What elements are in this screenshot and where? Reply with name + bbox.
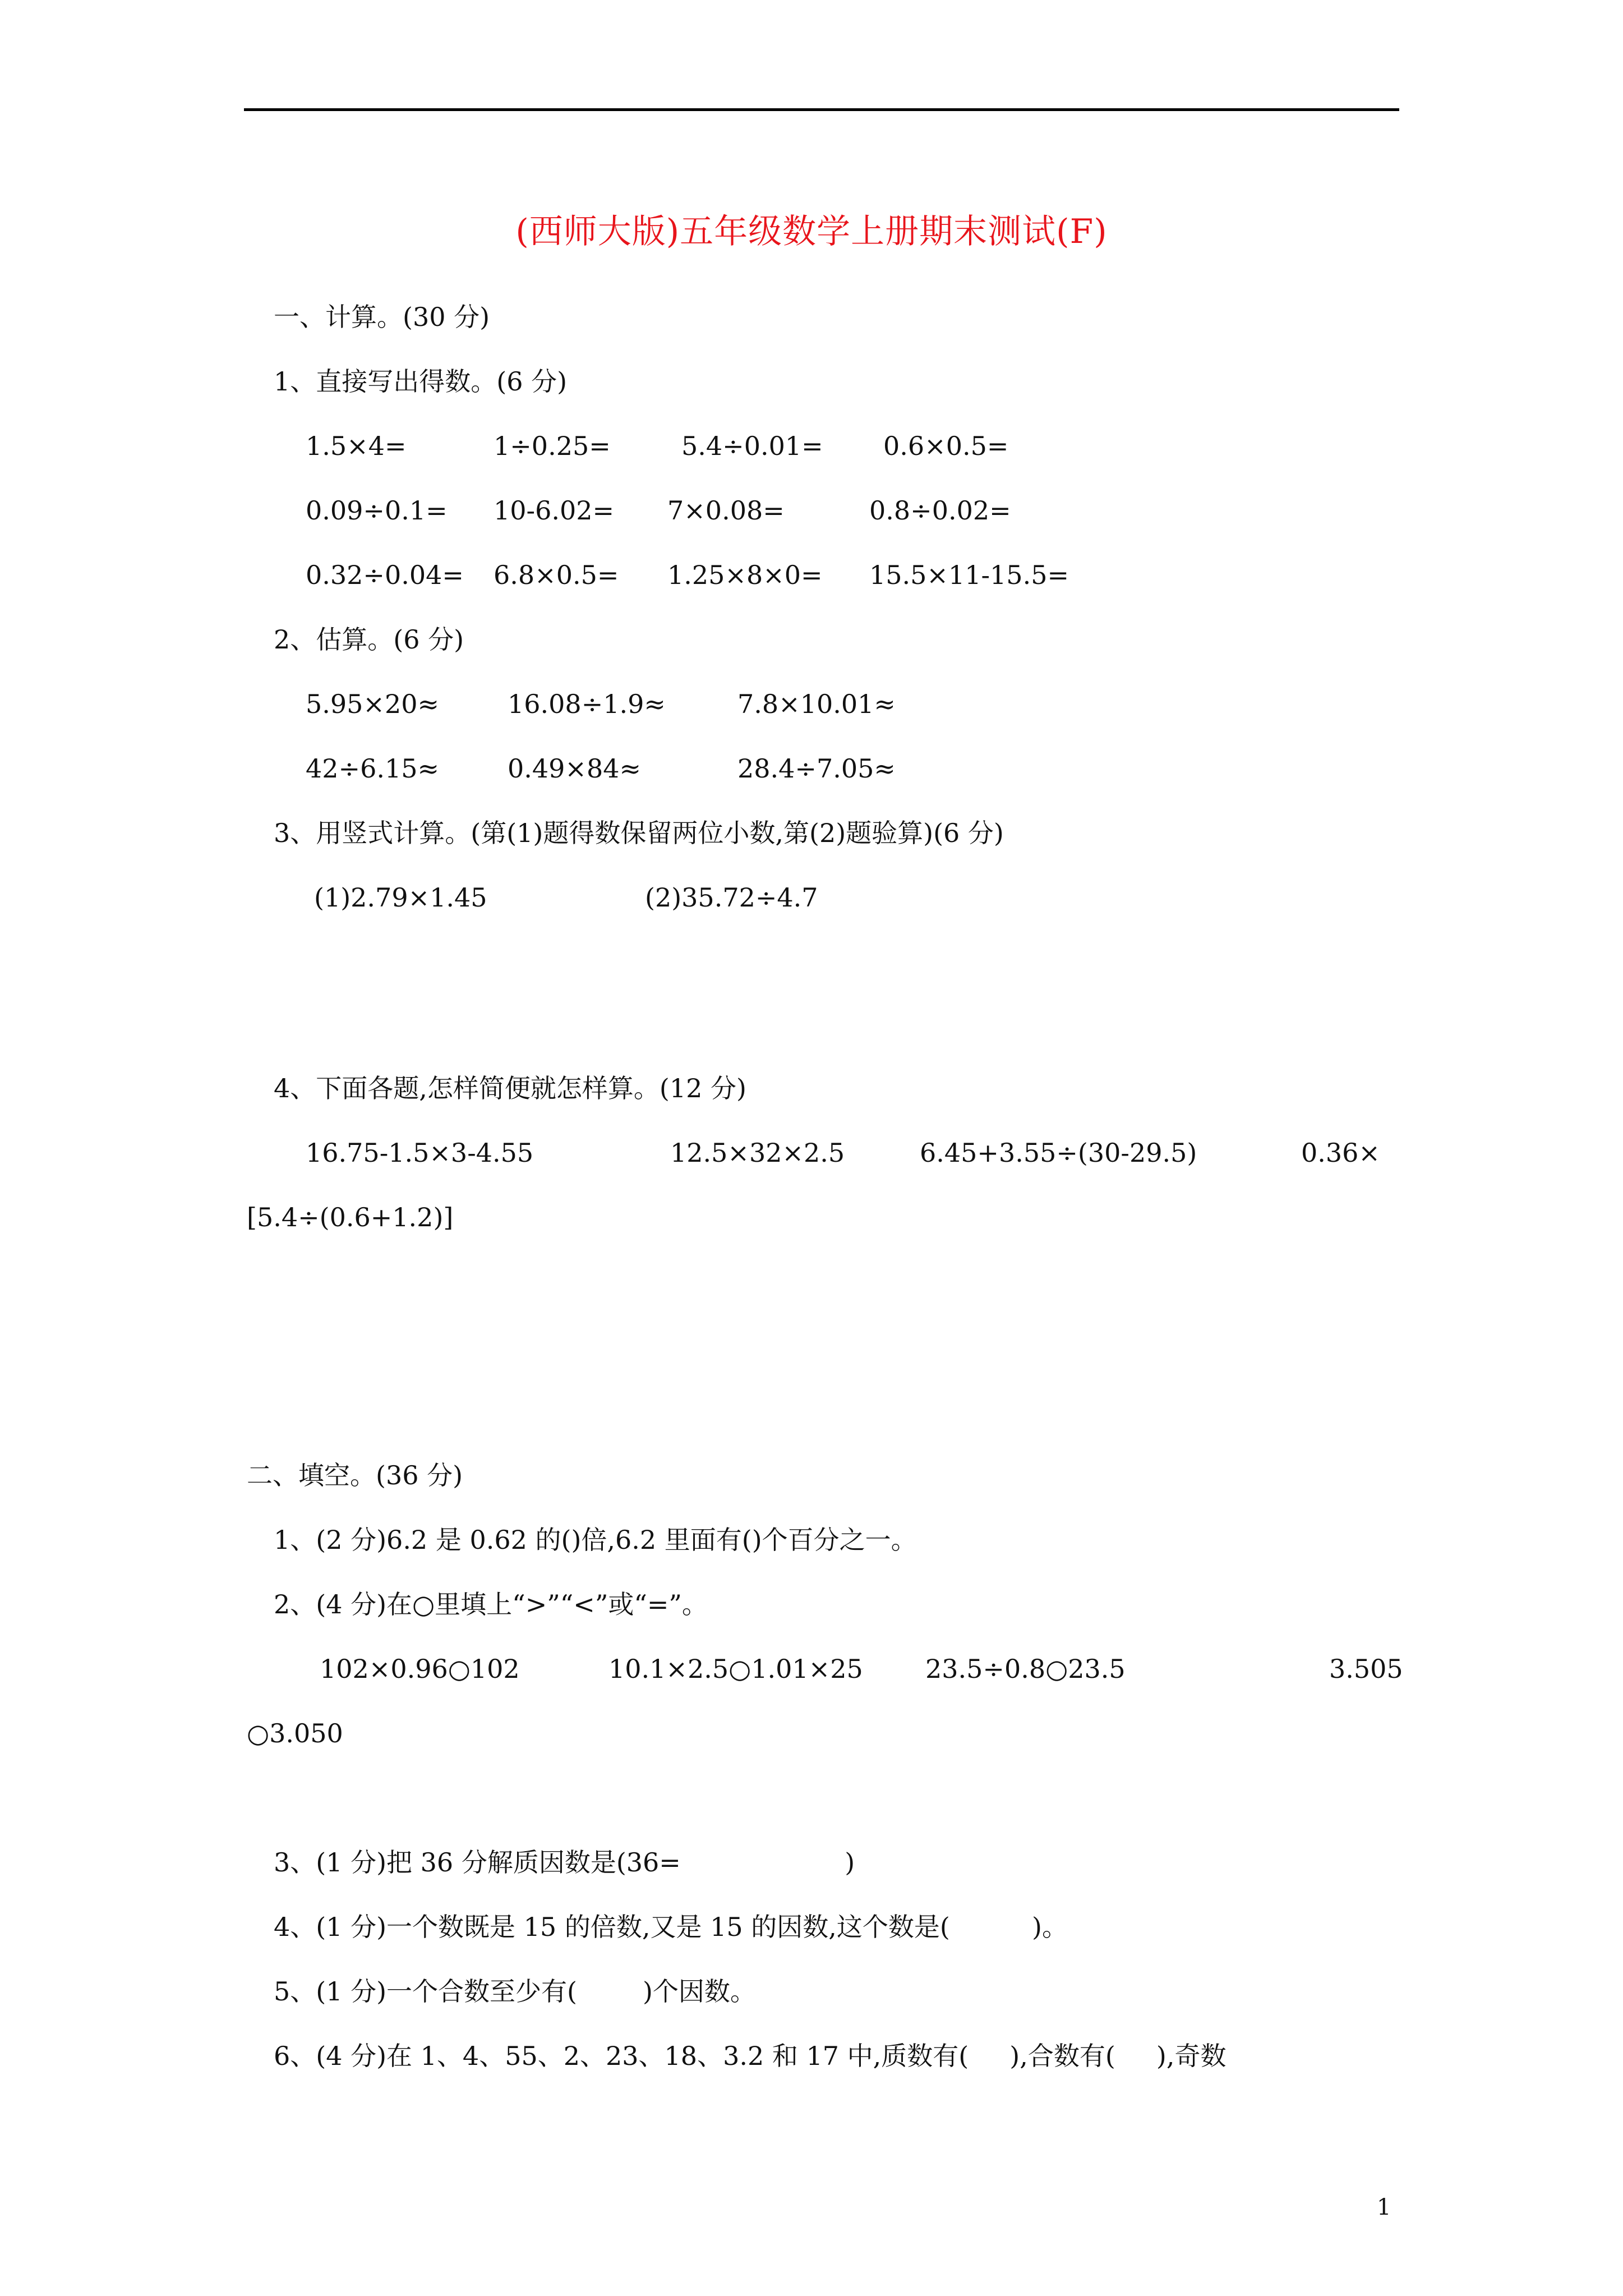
q2-item: 28.4÷7.05≈: [737, 753, 896, 784]
fill-q4: 4、(1 分)一个数既是 15 的倍数,又是 15 的因数,这个数是( )。: [274, 1912, 1068, 1942]
fill-q2-item: 10.1×2.5○1.01×25: [608, 1654, 863, 1684]
q1-label: 1、直接写出得数。(6 分): [274, 366, 568, 397]
q4-item: 16.75-1.5×3-4.55: [306, 1138, 534, 1168]
fill-q3: 3、(1 分)把 36 分解质因数是(36= ): [274, 1847, 855, 1878]
q1-item: 0.09÷0.1=: [306, 495, 448, 526]
fill-q2-item: 23.5÷0.8○23.5: [925, 1654, 1126, 1684]
q4-item: 0.36×: [1301, 1138, 1380, 1168]
q3-item: (1)2.79×1.45: [314, 882, 487, 913]
fill-q2-label: 2、(4 分)在○里填上“>”“<”或“=”。: [274, 1589, 708, 1619]
q1-item: 15.5×11-15.5=: [869, 560, 1069, 590]
header-rule: [244, 108, 1399, 111]
q4-item: 12.5×32×2.5: [670, 1138, 845, 1168]
fill-q2-item: 102×0.96○102: [320, 1654, 520, 1684]
q3-item: (2)35.72÷4.7: [645, 882, 818, 913]
q2-item: 5.95×20≈: [306, 689, 440, 719]
q1-item: 6.8×0.5=: [494, 560, 619, 590]
q2-item: 0.49×84≈: [508, 753, 642, 784]
fill-q2-continuation: ○3.050: [247, 1718, 343, 1749]
fill-q6: 6、(4 分)在 1、4、55、2、23、18、3.2 和 17 中,质数有( ),合数有( ),奇数: [274, 2041, 1227, 2071]
q2-item: 16.08÷1.9≈: [508, 689, 666, 719]
q4-item: 6.45+3.55÷(30-29.5): [920, 1138, 1197, 1168]
q1-item: 10-6.02=: [494, 495, 615, 526]
q1-item: 0.32÷0.04=: [306, 560, 464, 590]
q2-label: 2、估算。(6 分): [274, 624, 464, 655]
section-1-heading: 一、计算。(30 分): [274, 302, 490, 332]
q2-item: 7.8×10.01≈: [737, 689, 896, 719]
fill-q1: 1、(2 分)6.2 是 0.62 的()倍,6.2 里面有()个百分之一。: [274, 1525, 917, 1555]
document-title: (西师大版)五年级数学上册期末测试(F): [515, 212, 1108, 251]
fill-q2-item: 3.505: [1329, 1654, 1403, 1684]
page-number: 1: [1377, 2194, 1391, 2220]
q1-item: 1.25×8×0=: [667, 560, 823, 590]
q4-label: 4、下面各题,怎样简便就怎样算。(12 分): [274, 1073, 746, 1103]
q1-item: 7×0.08=: [667, 495, 785, 526]
q3-label: 3、用竖式计算。(第(1)题得数保留两位小数,第(2)题验算)(6 分): [274, 818, 1004, 848]
section-2-heading: 二、填空。(36 分): [247, 1460, 463, 1490]
q1-item: 1÷0.25=: [494, 431, 611, 461]
q4-continuation: [5.4÷(0.6+1.2)]: [247, 1202, 454, 1232]
q1-item: 0.6×0.5=: [883, 431, 1009, 461]
q1-item: 5.4÷0.01=: [681, 431, 823, 461]
fill-q5: 5、(1 分)一个合数至少有( )个因数。: [274, 1976, 756, 2007]
q1-item: 0.8÷0.02=: [869, 495, 1011, 526]
q2-item: 42÷6.15≈: [306, 753, 440, 784]
q1-item: 1.5×4=: [306, 431, 407, 461]
